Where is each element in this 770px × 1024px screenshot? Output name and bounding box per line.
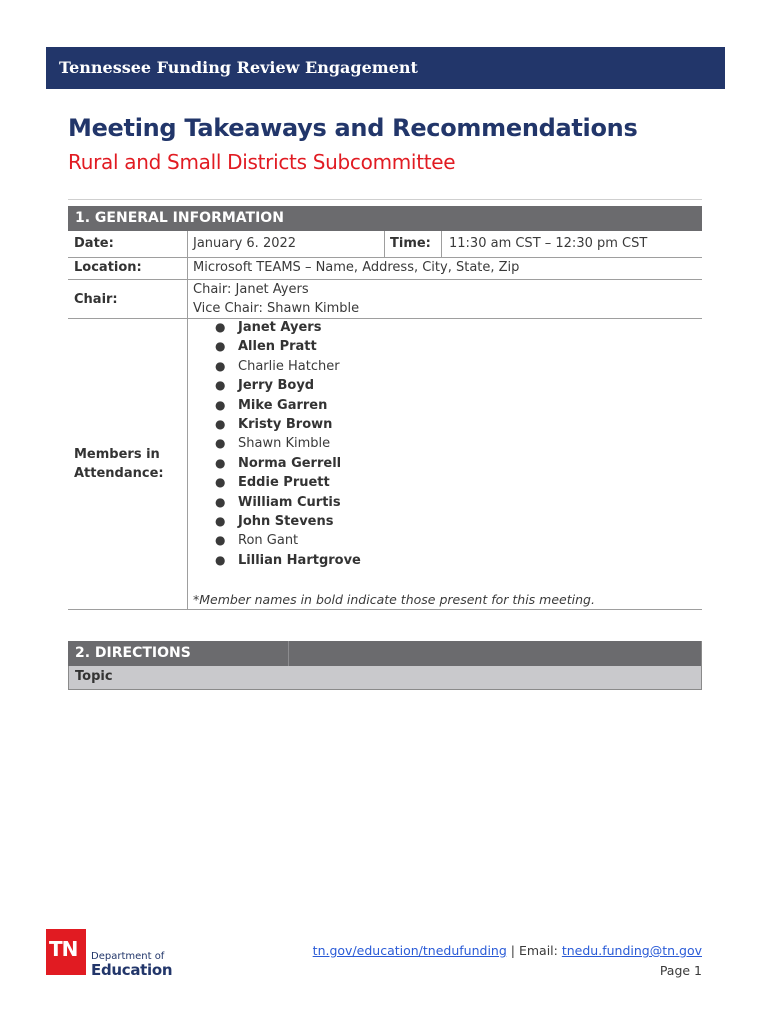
list-item: ● Kristy Brown <box>215 416 333 432</box>
member-list <box>214 320 361 572</box>
banner-title: Tennessee Funding Review Engagement <box>59 58 418 77</box>
grid-line <box>68 318 702 319</box>
chair-label: Chair: <box>74 292 118 307</box>
chair-value: Chair: Janet Ayers <box>193 282 309 297</box>
divider <box>68 199 702 200</box>
footer-contact <box>313 943 702 958</box>
grid-line <box>288 641 289 666</box>
bullet-icon: ● <box>215 397 226 412</box>
topic-header: Topic <box>68 666 702 690</box>
time-label: Time: <box>390 236 431 251</box>
bullet-icon: ● <box>215 475 226 490</box>
grid-line <box>68 257 702 258</box>
bullet-icon: ● <box>215 358 226 373</box>
date-label: Date: <box>74 236 114 251</box>
list-item: ● William Curtis <box>215 494 341 510</box>
email-label: Email: <box>518 943 558 958</box>
header-banner <box>46 47 725 89</box>
logo-tn-text: TN <box>49 937 78 961</box>
members-label: Members in <box>74 447 160 462</box>
bullet-icon: ● <box>215 552 226 567</box>
logo-edu-text: Education <box>91 961 173 979</box>
list-item: ● Janet Ayers <box>215 320 322 335</box>
list-item: ● Norma Gerrell <box>215 455 342 471</box>
vice-chair-value: Vice Chair: Shawn Kimble <box>193 301 360 316</box>
list-item: ● Lillian Hartgrove <box>215 552 361 568</box>
tn-logo-box <box>46 929 86 975</box>
section-directions-title: 2. DIRECTIONS <box>75 645 191 661</box>
time-value: 11:30 am CST – 12:30 pm CST <box>449 236 648 251</box>
page-title: Meeting Takeaways and Recommendations <box>68 114 638 142</box>
page-number: Page 1 <box>659 963 702 978</box>
grid-line <box>441 231 442 257</box>
bullet-icon: ● <box>215 320 226 334</box>
bullet-icon: ● <box>215 533 226 548</box>
location-value: Microsoft TEAMS – Name, Address, City, State, Zip <box>193 260 520 275</box>
list-item: ● Shawn Kimble <box>215 436 331 452</box>
list-item: ● Ron Gant <box>215 533 299 549</box>
date-value: January 6. 2022 <box>193 236 297 251</box>
bullet-icon: ● <box>215 339 226 354</box>
bullet-icon: ● <box>215 378 226 393</box>
logo-dept-text: Department of <box>91 951 165 962</box>
bullet-icon: ● <box>215 455 226 470</box>
bullet-icon: ● <box>215 513 226 528</box>
footer-separator: | <box>510 943 515 958</box>
bullet-icon: ● <box>215 494 226 509</box>
list-item: ● Allen Pratt <box>215 339 317 355</box>
email-link[interactable]: tnedu.funding@tn.gov <box>561 943 702 958</box>
list-item: ● John Stevens <box>215 513 334 529</box>
attendance-note: *Member names in bold indicate those present for this meeting. <box>193 592 595 607</box>
section-directions-header <box>68 641 702 666</box>
list-item: ● Mike Garren <box>215 397 328 413</box>
list-item: ● Jerry Boyd <box>215 378 315 394</box>
page-subtitle: Rural and Small Districts Subcommittee <box>68 150 456 174</box>
members-label: Attendance: <box>74 466 164 481</box>
section-general-header: 1. GENERAL INFORMATION <box>68 206 702 231</box>
grid-line <box>187 231 188 257</box>
location-label: Location: <box>74 260 142 275</box>
grid-line <box>68 609 702 610</box>
list-item: ● Eddie Pruett <box>215 475 330 491</box>
grid-line <box>187 257 188 609</box>
list-item: ● Charlie Hatcher <box>215 358 340 374</box>
bullet-icon: ● <box>215 416 226 431</box>
bullet-icon: ● <box>215 436 226 451</box>
funding-link[interactable]: tn.gov/education/tnedufunding <box>312 943 507 958</box>
grid-line <box>68 279 702 280</box>
grid-line <box>384 231 385 257</box>
